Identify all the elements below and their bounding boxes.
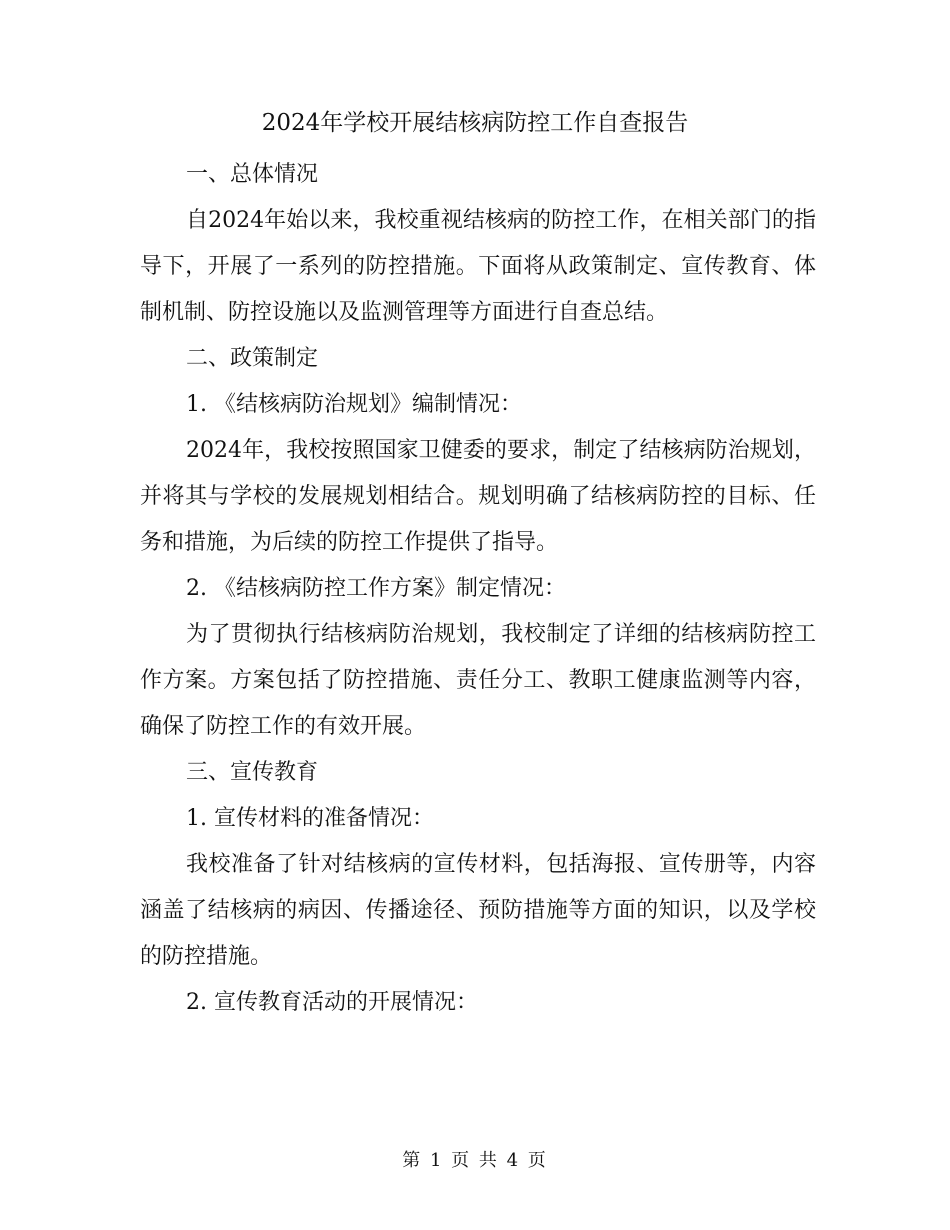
document-body — [140, 152, 816, 1026]
body-paragraph: 自2024年始以来，我校重视结核病的防控工作，在相关部门的指导下，开展了一系列的防控措施。下面将从政策制定、宣传教育、体制机制、防控设施以及监测管理等方面进行自查总结。 — [140, 208, 816, 325]
document-title: 2024年学校开展结核病防控工作自查报告 — [261, 110, 689, 136]
section-heading: 三、宣传教育 — [186, 760, 319, 785]
page-number-footer: 第 1 页 共 4 页 — [402, 1150, 548, 1171]
body-paragraph: 为了贯彻执行结核病防治规划，我校制定了详细的结核病防控工作方案。方案包括了防控措施、责任分工、教职工健康监测等内容，确保了防控工作的有效开展。 — [140, 622, 816, 739]
body-paragraph: 2024年，我校按照国家卫健委的要求，制定了结核病防治规划，并将其与学校的发展规划相结合。规划明确了结核病防控的目标、任务和措施，为后续的防控工作提供了指导。 — [140, 438, 816, 555]
section-heading: 一、总体情况 — [186, 162, 319, 187]
subsection-heading: 2. 《结核病防控工作方案》制定情况： — [186, 576, 566, 601]
subsection-heading: 2. 宣传教育活动的开展情况： — [186, 990, 478, 1015]
subsection-heading: 1. 宣传材料的准备情况： — [186, 806, 434, 831]
section-heading: 二、政策制定 — [186, 346, 319, 371]
subsection-heading: 1. 《结核病防治规划》编制情况： — [186, 392, 522, 417]
body-paragraph: 我校准备了针对结核病的宣传材料，包括海报、宣传册等，内容涵盖了结核病的病因、传播途径、预防措施等方面的知识，以及学校的防控措施。 — [140, 852, 816, 969]
